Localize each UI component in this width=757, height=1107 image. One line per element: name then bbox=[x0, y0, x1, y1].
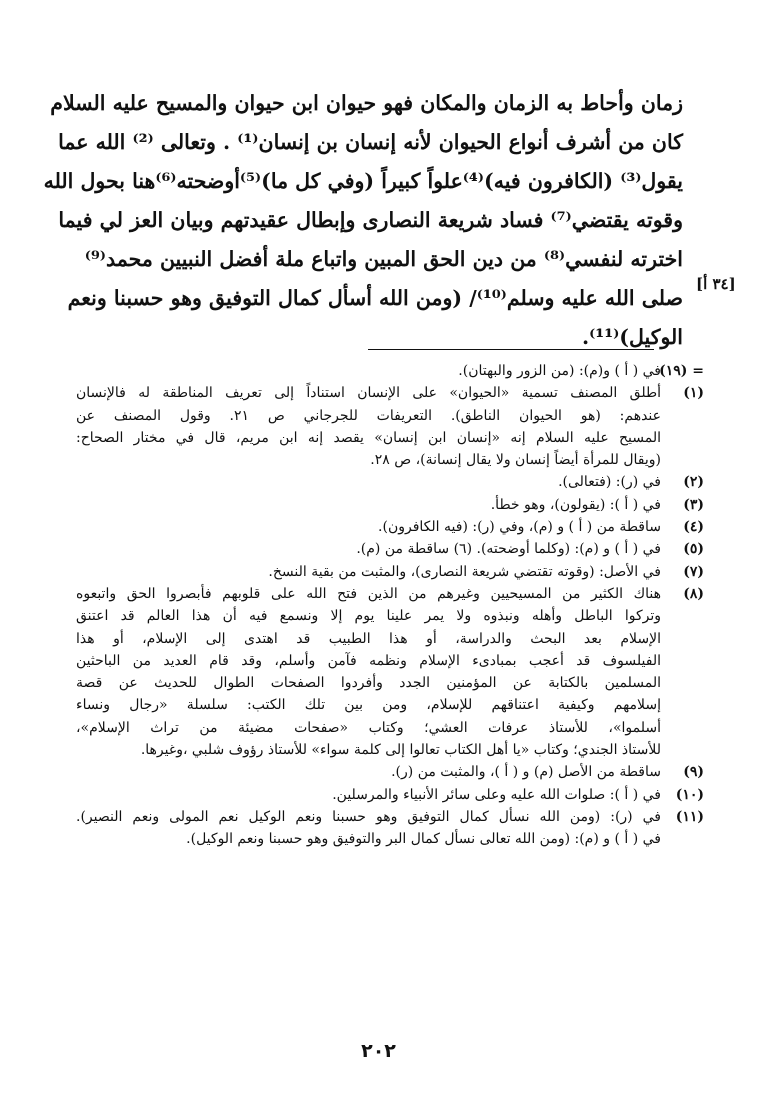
footnote bbox=[76, 806, 704, 851]
main-text-line: يقول⁽³⁾ (الكافرون فيه)⁽⁴⁾علواً كبيراً (وفي كل ما)⁽⁵⁾أوضحته⁽⁶⁾هنا بحول الله bbox=[43, 169, 683, 193]
footnote-line: إسلامهم وكيفية اعتناقهم للإسلام، ومن بين تلك الكتب: سلسلة «رجال ونساء bbox=[76, 697, 661, 714]
footnote-line: في ( أ ) و (م): (ومن الله تعالى نسأل كمال البر والتوفيق وهو حسبنا ونعم الوكيل). bbox=[186, 831, 661, 848]
footnote-line: هناك الكثير من المسيحيين وغيرهم من الذين فتح الله على قلوبهم فأبصروا الحق واتبعوه bbox=[76, 585, 661, 602]
footnote-line: أطلق المصنف تسمية «الحيوان» على الإنسان استناداً إلى تعريف المناطقة له فالإنسان bbox=[76, 385, 661, 402]
footnote-number: (٨) bbox=[683, 585, 704, 602]
footnote-line: في (ر): (ومن الله نسأل كمال التوفيق وهو حسبنا ونعم الوكيل نعم المولى ونعم النصير). bbox=[76, 808, 661, 825]
footnote-line: في ( أ ) و (م): (وكلما أوضحته). (٦) ساقطة من (م). bbox=[356, 541, 661, 558]
footnote-number: (٣) bbox=[683, 496, 704, 513]
main-text-line: وقوته يقتضي⁽⁷⁾ فساد شريعة النصارى وإبطال عقيدتهم وبيان العز لي فيما bbox=[58, 208, 683, 232]
footnote-line: للأستاذ الجندي؛ وكتاب «يا أهل الكتاب تعالوا إلى كلمة سواء» للأستاذ رؤوف شلبي ،وغيرها. bbox=[140, 742, 661, 759]
footnote-number: (٤) bbox=[683, 519, 704, 536]
footnote-line: الإسلام بعد البحث والدراسة، أو هذا الطبيب قد اهتدى إلى الإسلام، أو هذا bbox=[76, 630, 661, 647]
main-text-line: اخترته لنفسي⁽⁸⁾ من دين الحق المبين واتباع ملة أفضل النبيين محمد⁽⁹⁾ bbox=[84, 247, 683, 271]
footnote-line: وتركوا الباطل وأهله ونبذوه ولا يمر علينا يوم إلا ونسمع فيه أن هذا العالم قد اعتنق bbox=[76, 608, 661, 625]
footnote-number: = (١٩) bbox=[659, 363, 704, 379]
footnote-line: الفيلسوف قد أعجب بمبادىء الإسلام ونظمه فآمن وأسلم، وقد قام العديد من الباحثين bbox=[76, 652, 661, 669]
footnote-line: في ( أ ) و(م): (من الزور والبهتان). bbox=[458, 363, 661, 379]
footnote-line: أسلموا»، للأستاذ عرفات العشي؛ وكتاب «صفحات مضيئة من تراث الإسلام»، bbox=[76, 719, 661, 736]
footnote-line: المسلمين بالكتابة عن المؤمنين الجدد وأفردوا الصفحات الطوال للحديث عن قصة bbox=[76, 675, 661, 692]
footnote-number: (٥) bbox=[683, 541, 704, 558]
footnote-line: في ( أ ): صلوات الله عليه وعلى سائر الأنبياء والمرسلين. bbox=[332, 786, 661, 803]
main-text-line: كان من أشرف أنواع الحيوان لأنه إنسان بن إنسان⁽¹⁾ . وتعالى ⁽²⁾ الله عما bbox=[58, 130, 683, 154]
footnote-line: في (ر): (فتعالى). bbox=[558, 474, 661, 491]
footnote-line: ساقطة من ( أ ) و (م)، وفي (ر): (فيه الكافرون). bbox=[378, 519, 661, 536]
footnote bbox=[76, 583, 704, 761]
footnote-line: في ( أ ): (يقولون)، وهو خطأ. bbox=[490, 496, 661, 513]
main-text-line: الوكيل)⁽¹¹⁾. bbox=[581, 325, 683, 349]
footnote bbox=[76, 784, 704, 806]
footnote-line: في الأصل: (وقوته تقتضي شريعة النصارى)، والمثبت من بقية النسخ. bbox=[268, 563, 661, 580]
footnote-number: (١) bbox=[683, 385, 704, 402]
footnote-line: ساقطة من الأصل (م) و ( أ )، والمثبت من (ر). bbox=[391, 764, 661, 781]
margin-folio-reference: [٣٤ أ] bbox=[696, 275, 736, 293]
footnote bbox=[76, 360, 704, 382]
footnote-number: (٧) bbox=[683, 563, 704, 580]
main-text-line: زمان وأحاط به الزمان والمكان فهو حيوان ابن حيوان والمسيح عليه السلام bbox=[50, 91, 683, 115]
main-text-line: صلى الله عليه وسلم⁽¹⁰⁾/ (ومن الله أسأل كمال التوفيق وهو حسبنا ونعم bbox=[67, 286, 683, 310]
footnote-number: (١١) bbox=[675, 808, 704, 825]
footnote-number: (٢) bbox=[683, 474, 704, 491]
footnote bbox=[76, 516, 704, 538]
footnote-line: عندهم: (هو الحيوان الناطق). التعريفات للجرجاني ص ٢١. وقول المصنف عن bbox=[76, 407, 662, 424]
footnote bbox=[76, 561, 704, 583]
footnote bbox=[76, 538, 704, 560]
page-number: ٢٠٢ bbox=[361, 1040, 396, 1062]
footnote bbox=[76, 761, 704, 783]
footnote bbox=[76, 494, 704, 516]
footnotes bbox=[76, 360, 704, 851]
footnote-separator bbox=[368, 349, 654, 350]
footnote-line: (ويقال للمرأة أيضاً إنسان ولا يقال إنسانة)، ص ٢٨. bbox=[370, 452, 661, 469]
footnote-line: المسيح عليه السلام إنه «إنسان ابن إنسان» يقصد إنه ابن مريم، قال في مختار الصحاح: bbox=[76, 429, 661, 446]
main-text bbox=[43, 84, 683, 357]
footnote-number: (١٠) bbox=[675, 786, 704, 803]
footnote-number: (٩) bbox=[683, 764, 704, 781]
footnote bbox=[76, 471, 704, 493]
footnote bbox=[76, 382, 704, 471]
